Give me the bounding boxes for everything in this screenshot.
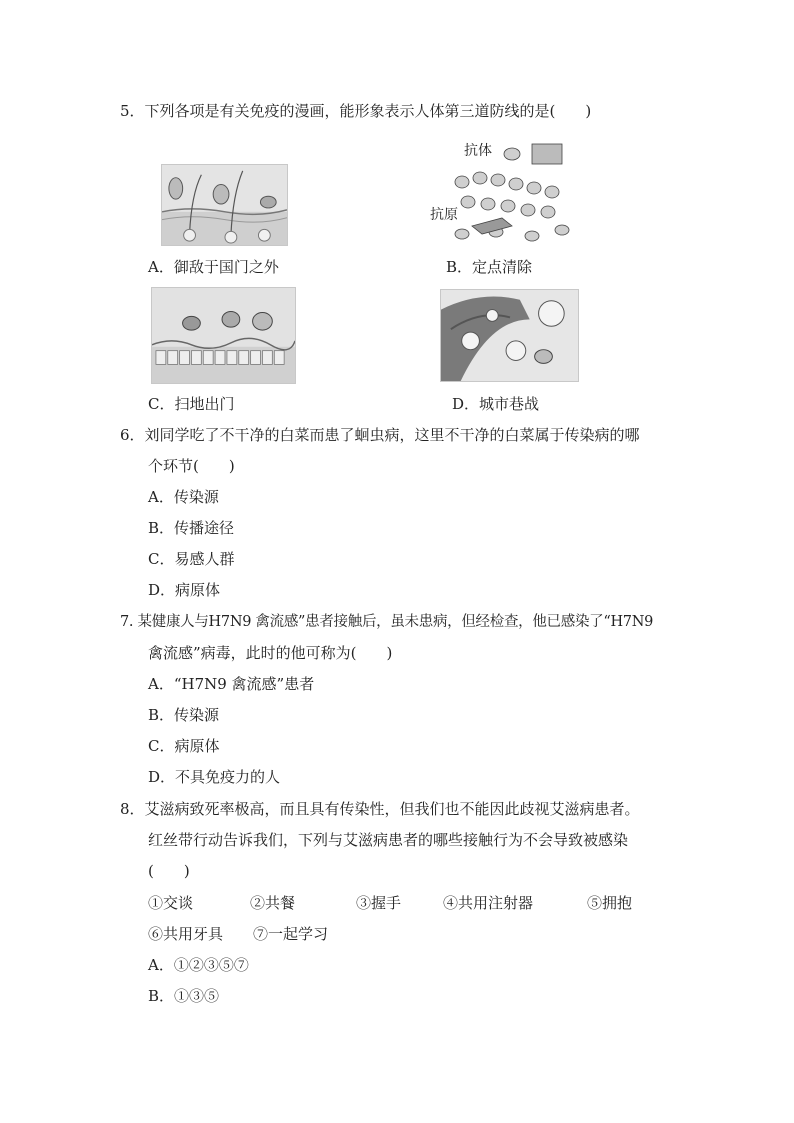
q6-stem-line1: 6．刘同学吃了不干净的白菜而患了蛔虫病，这里不干净的白菜属于传染病的哪: [120, 426, 640, 444]
q8-item-1: ①交谈: [148, 894, 194, 912]
q7-option-c[interactable]: C．病原体: [148, 737, 220, 755]
q8-stem-line2: 红丝带行动告诉我们，下列与艾滋病患者的哪些接触行为不会导致被感染: [148, 831, 629, 849]
q8-option-a[interactable]: A．①②③⑤⑦: [148, 956, 249, 974]
q5-option-c[interactable]: C．扫地出门: [148, 395, 235, 413]
label-antigen: 抗原: [430, 207, 458, 223]
q6-option-b[interactable]: B．传播途径: [148, 519, 235, 537]
image-a-skin-barrier: [161, 164, 288, 246]
q6-option-d[interactable]: D．病原体: [148, 581, 221, 599]
q8-item-5: ⑤拥抱: [587, 894, 633, 912]
image-b-antibody-antigen: [432, 140, 582, 248]
q8-option-b[interactable]: B．①③⑤: [148, 987, 220, 1005]
q5-option-d[interactable]: D．城市巷战: [452, 395, 540, 413]
q7-option-d[interactable]: D．不具免疫力的人: [148, 768, 281, 786]
q5-stem: 5．下列各项是有关免疫的漫画，能形象表示人体第三道防线的是( ): [120, 102, 592, 120]
q6-stem-line2: 个环节( ): [148, 457, 235, 475]
q8-stem-line3: ( ): [148, 862, 190, 880]
q8-item-4: ④共用注射器: [443, 894, 534, 912]
q7-stem-line1: 7. 某健康人与H7N9 禽流感”患者接触后，虽未患病，但经检查，他已感染了“H7N9: [120, 614, 654, 630]
q7-option-a[interactable]: A．“H7N9 禽流感”患者: [148, 675, 315, 693]
image-d-blood-vessel: [440, 289, 579, 382]
q7-stem-line2: 禽流感”病毒，此时的他可称为( ): [148, 644, 393, 662]
q8-item-2: ②共餐: [250, 894, 296, 912]
label-antibody: 抗体: [464, 143, 492, 159]
q6-option-a[interactable]: A．传染源: [148, 488, 219, 506]
q5-option-a[interactable]: A．御敌于国门之外: [148, 258, 279, 276]
q8-stem-line1: 8．艾滋病致死率极高，而且具有传染性，但我们也不能因此歧视艾滋病患者。: [120, 800, 640, 818]
q7-option-b[interactable]: B．传染源: [148, 706, 220, 724]
q8-item-3: ③握手: [356, 894, 402, 912]
q6-option-c[interactable]: C．易感人群: [148, 550, 235, 568]
q8-item-6: ⑥共用牙具: [148, 925, 224, 943]
q5-option-b[interactable]: B．定点清除: [446, 258, 533, 276]
q8-item-7: ⑦一起学习: [253, 925, 329, 943]
image-c-mucosa-sweep: [151, 287, 296, 384]
